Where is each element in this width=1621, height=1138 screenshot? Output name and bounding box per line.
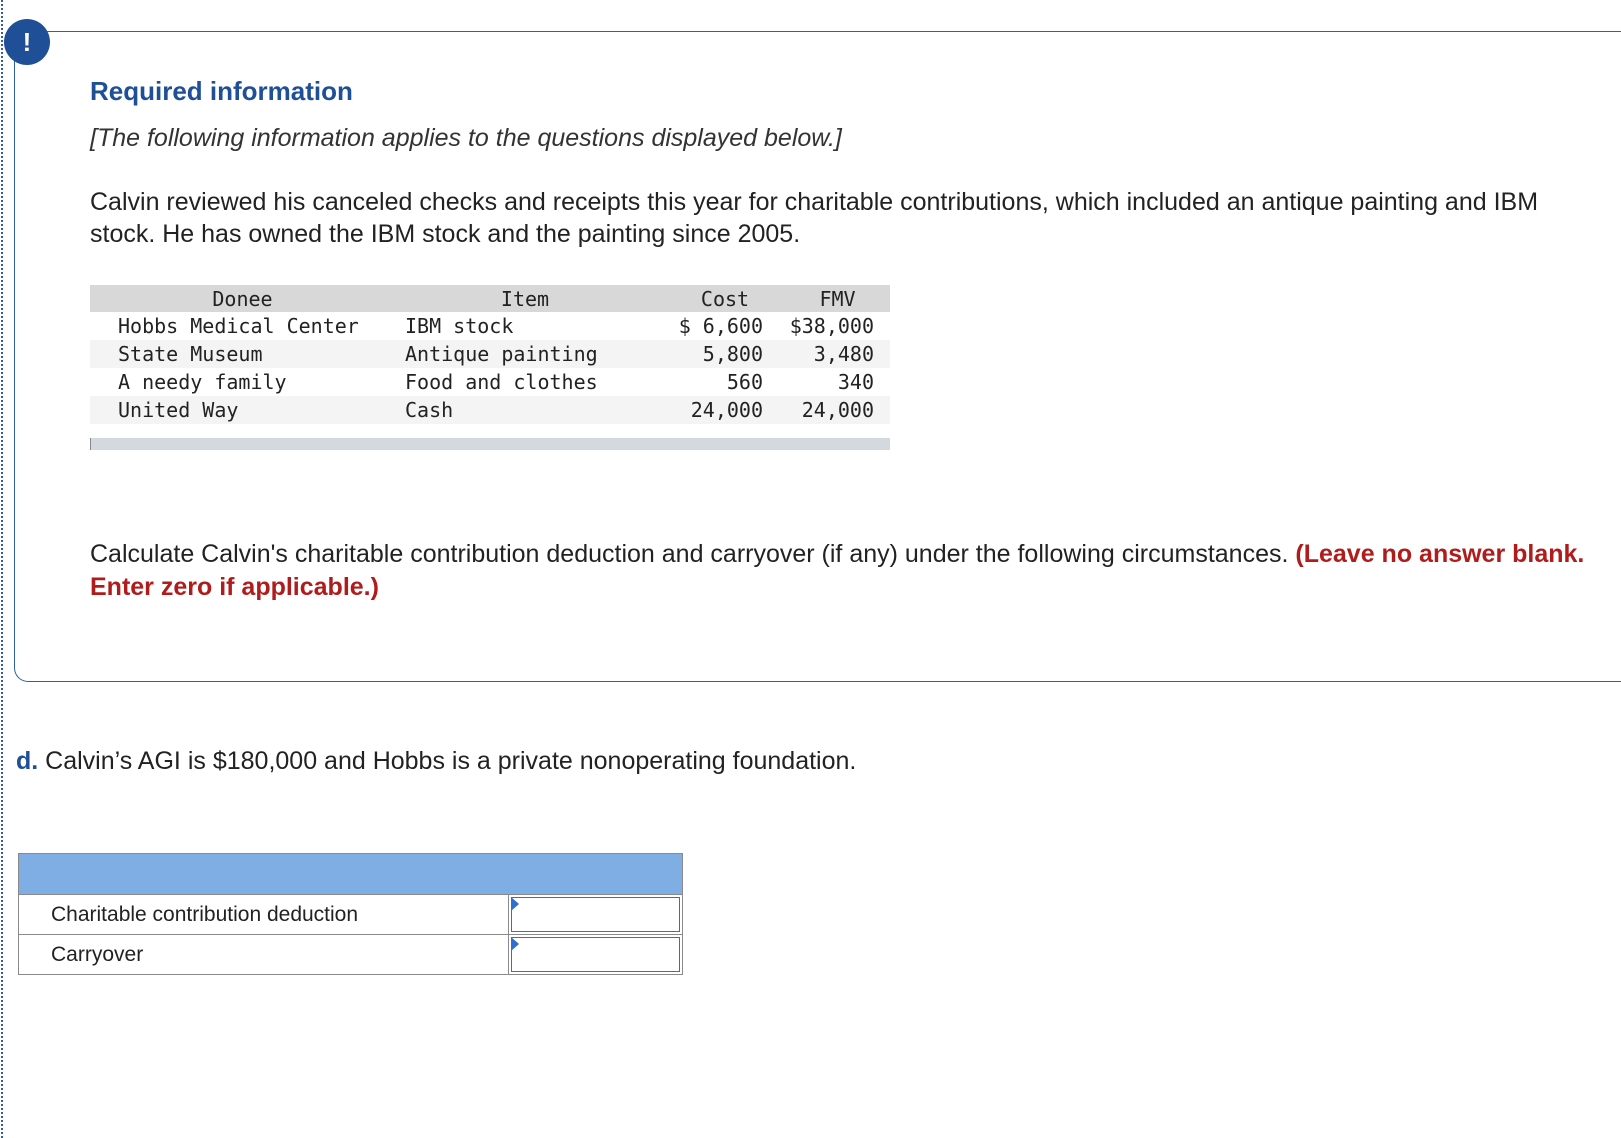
table-footer-bar [90, 438, 890, 450]
header-donee: Donee [212, 286, 273, 311]
cell-donee: State Museum [118, 342, 263, 366]
cell-donee: United Way [118, 398, 239, 422]
exclamation-icon: ! [4, 19, 50, 65]
cell-donee: Hobbs Medical Center [118, 314, 359, 338]
cell-item: Cash [405, 398, 454, 422]
cell-fmv: 340 [837, 370, 874, 394]
cell-cost: $ 6,600 [678, 314, 763, 338]
donation-table-header [90, 285, 890, 312]
header-item: Item [500, 286, 550, 311]
left-dotted-rule [1, 0, 3, 1138]
cell-item: Antique painting [405, 342, 598, 366]
header-fmv: FMV [819, 286, 856, 311]
table-row [90, 396, 890, 424]
instructions-emphasis: (Leave no answer blank. Enter zero if applicable.) [90, 540, 1585, 601]
cell-marker-icon [511, 897, 519, 911]
deduction-cell [509, 895, 682, 934]
instructions-main: Calculate Calvin's charitable contribution deduction and carryover (if any) under the following circumstances. [90, 540, 1289, 568]
answer-row-deduction [19, 895, 682, 935]
part-d-text: Calvin’s AGI is $180,000 and Hobbs is a private nonoperating foundation. [45, 747, 857, 775]
carryover-label: Carryover [19, 935, 509, 974]
cell-fmv: 3,480 [813, 342, 874, 366]
answer-table-header [19, 854, 682, 895]
donation-table [90, 285, 890, 450]
cell-cost: 5,800 [702, 342, 763, 366]
cell-cost: 24,000 [690, 398, 763, 422]
header-cost: Cost [700, 286, 750, 311]
table-row [90, 368, 890, 396]
cell-donee: A needy family [118, 370, 287, 394]
instructions-text [90, 538, 1600, 604]
deduction-input[interactable] [511, 897, 680, 932]
answer-row-carryover [19, 935, 682, 974]
carryover-cell [509, 935, 682, 974]
part-d-question [16, 747, 856, 776]
table-row [90, 340, 890, 368]
table-row [90, 312, 890, 340]
applies-note: [The following information applies to the questions displayed below.] [90, 124, 842, 152]
scenario-text: Calvin reviewed his canceled checks and receipts this year for charitable contributions, which included an antique painting and IBM stock. He has owned the IBM stock and the painting since 2005. [90, 188, 1539, 248]
answer-table [18, 853, 683, 975]
deduction-label: Charitable contribution deduction [19, 895, 509, 934]
cell-fmv: 24,000 [801, 398, 874, 422]
carryover-input[interactable] [511, 937, 680, 972]
cell-item: IBM stock [405, 314, 514, 338]
required-info-title: Required information [90, 76, 353, 106]
cell-cost: 560 [726, 370, 763, 394]
cell-fmv: $38,000 [789, 314, 874, 338]
cell-item: Food and clothes [405, 370, 598, 394]
cell-marker-icon [511, 937, 519, 951]
part-d-letter: d. [16, 747, 39, 775]
